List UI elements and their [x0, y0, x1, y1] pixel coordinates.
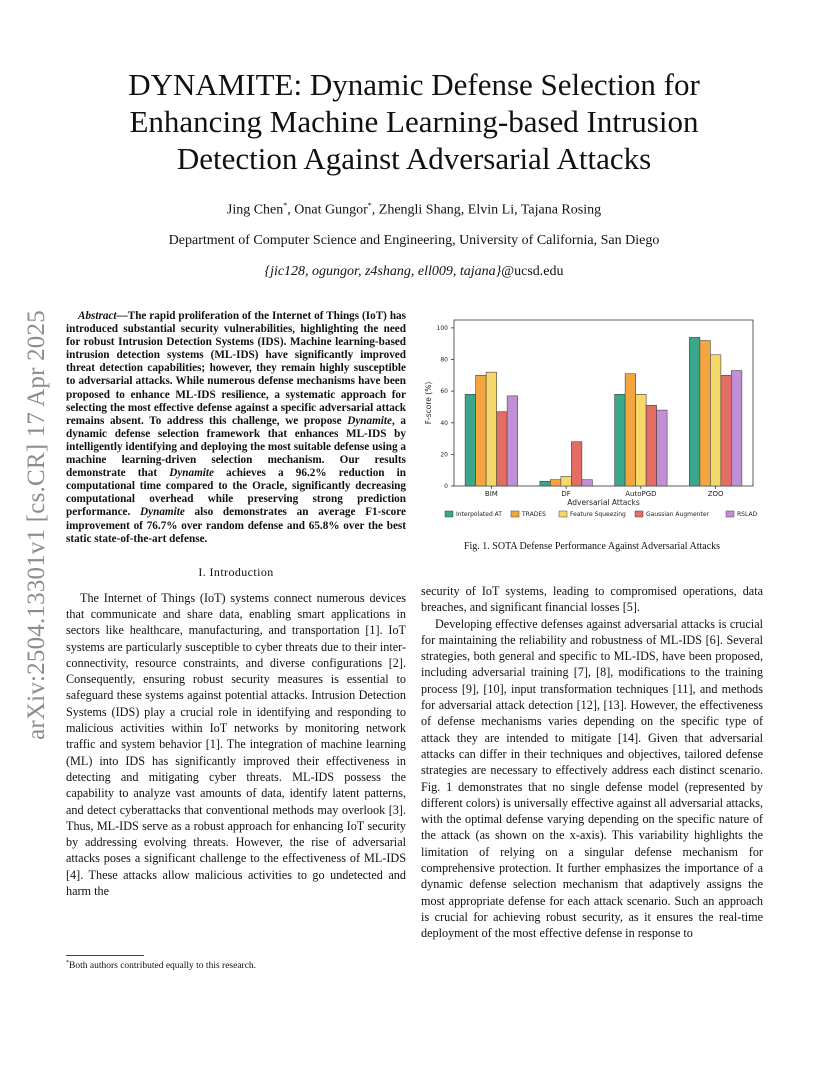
- legend-label: Interpolated AT: [456, 511, 502, 518]
- section-heading-introduction: I. Introduction: [198, 564, 274, 579]
- bar: [497, 412, 508, 486]
- email-usernames: {jic128, ogungor, z4shang, ell009, tajana}: [264, 264, 502, 279]
- legend-swatch: [559, 511, 567, 517]
- arxiv-identifier-text: arXiv:2504.13301v1 [cs.CR] 17 Apr 2025: [23, 310, 50, 740]
- legend-label: Gaussian Augmenter: [646, 511, 709, 518]
- equal-contribution-mark: *: [367, 201, 372, 210]
- y-tick-label: 0: [444, 483, 448, 490]
- author-emails: [100, 264, 728, 280]
- method-name: Dynamite: [169, 467, 214, 480]
- y-tick-label: 80: [440, 356, 448, 364]
- bar: [700, 341, 711, 486]
- right-column: [421, 583, 763, 942]
- abstract: [66, 310, 406, 546]
- author-name: Jing Chen: [226, 202, 284, 218]
- bar: [646, 405, 657, 486]
- bar: [710, 355, 721, 486]
- abstract-text: , a dynamic defense selection framework that enhances ML-IDS by intelligently identifying and deploying the most suitable defense using a machine learning-driven selection mechanism. Our results demonstrate that: [66, 414, 407, 480]
- figure-1: [421, 310, 763, 530]
- bar: [476, 375, 487, 486]
- x-tick-label: ZOO: [707, 490, 724, 498]
- legend-swatch: [726, 511, 734, 517]
- legend-swatch: [511, 511, 519, 517]
- affiliation: Department of Computer Science and Engineering, University of California, San Diego: [168, 233, 660, 248]
- bar: [721, 375, 732, 486]
- bar: [731, 371, 742, 486]
- left-column: [66, 310, 406, 899]
- bar: [689, 337, 700, 486]
- x-tick-label: BIM: [484, 490, 498, 498]
- footnote-text: Both authors contributed equally to this research.: [69, 961, 257, 972]
- bar: [636, 394, 647, 486]
- email-domain: @ucsd.edu: [501, 264, 564, 279]
- method-name: Dynamite: [140, 506, 185, 519]
- bar: [657, 410, 668, 486]
- bar: [615, 394, 626, 486]
- equal-contribution-mark: *: [283, 201, 288, 210]
- abstract-text: also demonstrates an average F1-score improvement of 76.7% over random defense and 65.8% over the best static state-of-the-art defense.: [66, 506, 406, 545]
- introduction-paragraph: The Internet of Things (IoT) systems connect numerous devices that communicate and share data, enabling smart applications in sectors like healthcare, manufacturing, and transportation [1]. IoT systems are particularly susceptible to cyber threats due to their inter-connectivity, resource constraints, and diverse configurations [2]. Consequently, ensuring robust security measures is essential to safeguard these systems against potential attacks. Intrusion Detection Systems (IDS) play a crucial role in identifying and responding to malicious activities within IoT networks by monitoring network traffic and system behavior [1]. The integration of machine learning (ML) into IDS has significantly improved their effectiveness in detecting and mitigating cyber threats. ML-IDS possess the capability to analyze vast amounts of data, identify latent patterns, and detect cyberattacks that conventional methods may overlook [3]. Thus, ML-IDS serve as a robust approach for enhancing IoT security by addressing evolving threats. However, the rise of adversarial attacks poses a significant challenge to the effectiveness of ML-IDS [4]. These attacks allow malicious activities to go undetected and harm the: [66, 590, 406, 899]
- y-tick-label: 40: [440, 419, 448, 427]
- author-name: , Onat Gungor: [287, 202, 368, 218]
- x-axis-label: Adversarial Attacks: [567, 498, 640, 507]
- author-list: [100, 201, 728, 219]
- body-paragraph: Developing effective defenses against adversarial attacks is crucial for maintaining the reliability and robustness of ML-IDS [6]. Several strategies, both general and specific to ML-IDS, have been proposed, including adversarial training [7], [8], modifications to the training process [9], [10], input transformation techniques [11], and methods for adversarial attack detection [12], [13]. However, the effectiveness of defense mechanisms varies depending on the specific type of attack they are intended to mitigate [14]. Given that adversarial attacks can differ in their techniques and objectives, tailored defense strategies are necessary to effectively address each distinct scenario. Fig. 1 demonstrates that no single defense model (represented by different colors) is universally effective against all adversarial attacks, with the optimal defense varying depending on the specific nature of the attack (as shown on the x-axis). This variability highlights the limitation of relying on a singular defense mechanism for comprehensive protection. It further emphasizes the importance of a dynamic defense selection mechanism that adaptively assigns the most appropriate defense for each attack scenario. Such an approach is crucial for achieving robust security, as it ensures the real-time deployment of the most effective defense in response to: [421, 616, 763, 941]
- bar: [582, 480, 593, 486]
- footnote-mark: *: [66, 960, 69, 966]
- footnote-divider: [66, 955, 144, 956]
- body-paragraph: security of IoT systems, leading to compromised operations, data breaches, and significant financial losses [5].: [421, 584, 763, 615]
- bar: [571, 442, 582, 486]
- bar: [486, 372, 497, 486]
- legend-swatch: [635, 511, 643, 517]
- abstract-text: achieves a 96.2% reduction in computational time compared to the Oracle, significantly decreasing computational overhead while preserving strong prediction performance.: [66, 467, 406, 519]
- legend-swatch: [445, 511, 453, 517]
- y-axis-label: F-score (%): [424, 381, 433, 425]
- defense-performance-chart: [421, 310, 763, 530]
- legend-label: RSLAD: [737, 511, 758, 518]
- figure-caption: Fig. 1. SOTA Defense Performance Against Adversarial Attacks: [463, 541, 721, 552]
- bar: [540, 481, 551, 486]
- y-tick-label: 60: [440, 388, 448, 396]
- bar: [625, 374, 636, 486]
- abstract-label: Abstract: [78, 310, 117, 322]
- x-tick-label: DF: [561, 490, 571, 498]
- method-name: Dynamite: [347, 414, 392, 427]
- y-tick-label: 20: [440, 451, 448, 459]
- arxiv-identifier: [22, 290, 52, 760]
- legend-label: TRADES: [522, 511, 546, 518]
- footnote: [66, 960, 406, 971]
- bar: [561, 477, 572, 486]
- bar: [550, 480, 561, 486]
- bar: [507, 396, 518, 486]
- bar: [465, 394, 476, 486]
- legend-label: Feature Squeezing: [570, 511, 626, 518]
- y-tick-label: 100: [436, 324, 448, 332]
- x-tick-label: AutoPGD: [625, 490, 657, 498]
- abstract-text: —The rapid proliferation of the Internet of Things (IoT) has introduced substantial security vulnerabilities, highlighting the need for robust Intrusion Detection Systems (IDS). Machine learning-based intrusion detection systems (ML-IDS) have significantly improved threat detection capabilities; however, they remain highly susceptible to adversarial attacks. While numerous defense mechanisms have been proposed to enhance ML-IDS resilience, a systematic approach for selecting the most effective defense against a specific adversarial attack remains absent. To address this challenge, we propose: [66, 310, 406, 427]
- paper-title: DYNAMITE: Dynamic Defense Selection for Enhancing Machine Learning-based Intrusion Detection Against Adversarial Attacks: [128, 67, 700, 176]
- author-names-rest: , Zhengli Shang, Elvin Li, Tajana Rosing: [371, 202, 602, 218]
